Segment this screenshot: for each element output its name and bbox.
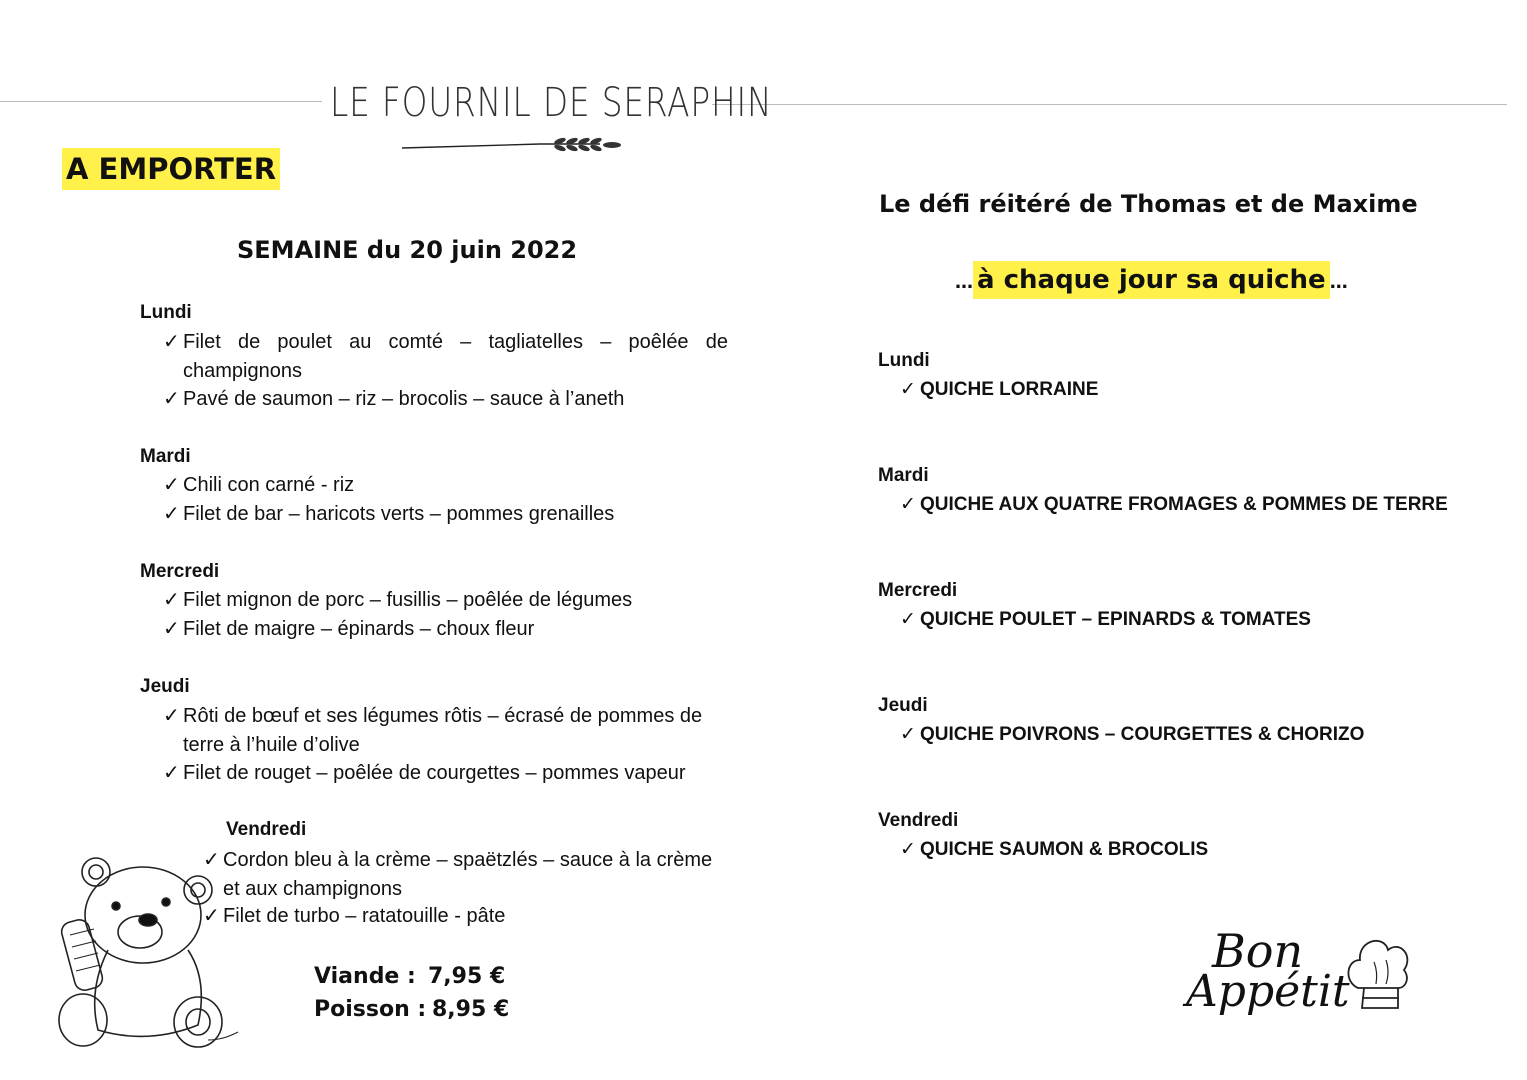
left-day-mercredi: Mercredi: [140, 561, 220, 582]
left-item: ✓ Rôti de bœuf et ses légumes rôtis – écrasé de pommes de terre à l’huile d’olive: [163, 702, 733, 760]
left-item: ✓ Cordon bleu à la crème – spaëtzlés – sauce à la crème et aux champignons: [203, 846, 738, 904]
check-icon: ✓: [900, 839, 916, 860]
quiche-item: ✓ QUICHE LORRAINE: [900, 379, 1099, 400]
quiche-tagline: … à chaque jour sa quiche …: [955, 265, 1348, 295]
check-icon: ✓: [163, 331, 180, 353]
price-poisson-value: 8,95 €: [432, 997, 510, 1022]
check-icon: ✓: [163, 618, 180, 640]
check-icon: ✓: [163, 503, 180, 525]
check-icon: ✓: [163, 474, 180, 496]
quiche-item: ✓ QUICHE POULET – EPINARDS & TOMATES: [900, 609, 1311, 630]
left-item: ✓ Filet de poulet au comté – tagliatelles – poêlée de champignons: [163, 328, 733, 386]
price-viande-label: Viande :: [314, 964, 416, 989]
right-day-mardi: Mardi: [878, 465, 929, 486]
bon-label: Bon: [1212, 924, 1304, 978]
price-viande-value: 7,95 €: [428, 964, 506, 989]
chef-hat-icon: [1344, 930, 1414, 1015]
left-item: ✓ Filet de bar – haricots verts – pommes grenailles: [163, 500, 614, 529]
appetit-label: Appétit: [1186, 966, 1350, 1017]
takeaway-highlight: A EMPORTER: [62, 148, 280, 190]
header-rule-right: [712, 104, 1507, 105]
left-day-vendredi: Vendredi: [226, 819, 307, 840]
left-item: ✓ Filet mignon de porc – fusillis – poêlée de légumes: [163, 586, 632, 615]
check-icon: ✓: [163, 762, 180, 784]
header-rule: [0, 101, 322, 102]
quiche-item: ✓ QUICHE AUX QUATRE FROMAGES & POMMES DE TERRE: [900, 494, 1448, 515]
teddy-bear-icon: [48, 850, 248, 1050]
takeaway-label: [62, 152, 280, 186]
right-title: Le défi réitéré de Thomas et de Maxime: [879, 190, 1418, 218]
left-item: ✓ Filet de maigre – épinards – choux fleur: [163, 615, 534, 644]
left-item: ✓ Pavé de saumon – riz – brocolis – sauce à l’aneth: [163, 385, 624, 414]
left-item: ✓ Filet de rouget – poêlée de courgettes – pommes vapeur: [163, 759, 686, 788]
left-item: ✓ Chili con carné - riz: [163, 471, 354, 500]
check-icon: ✓: [163, 388, 180, 410]
wheat-icon: [400, 134, 645, 156]
brand-title: LE FOURNIL DE SERAPHIN: [330, 80, 773, 126]
left-day-jeudi: Jeudi: [140, 676, 190, 697]
check-icon: ✓: [203, 849, 220, 871]
price-poisson-label: Poisson :: [314, 997, 427, 1022]
right-day-mercredi: Mercredi: [878, 580, 958, 601]
quiche-item: ✓ QUICHE SAUMON & BROCOLIS: [900, 839, 1209, 860]
right-day-jeudi: Jeudi: [878, 695, 928, 716]
quiche-item: ✓ QUICHE POIVRONS – COURGETTES & CHORIZO: [900, 724, 1365, 745]
check-icon: ✓: [900, 724, 916, 745]
week-title: SEMAINE du 20 juin 2022: [237, 236, 578, 264]
right-day-vendredi: Vendredi: [878, 810, 959, 831]
check-icon: ✓: [900, 609, 916, 630]
check-icon: ✓: [163, 705, 180, 727]
check-icon: ✓: [900, 494, 916, 515]
check-icon: ✓: [900, 379, 916, 400]
left-item: ✓ Filet de turbo – ratatouille - pâte: [203, 902, 505, 931]
check-icon: ✓: [163, 589, 180, 611]
right-day-lundi: Lundi: [878, 350, 930, 371]
quiche-tagline-highlight: à chaque jour sa quiche: [973, 261, 1330, 299]
check-icon: ✓: [203, 905, 220, 927]
left-day-lundi: Lundi: [140, 302, 192, 323]
left-day-mardi: Mardi: [140, 446, 191, 467]
